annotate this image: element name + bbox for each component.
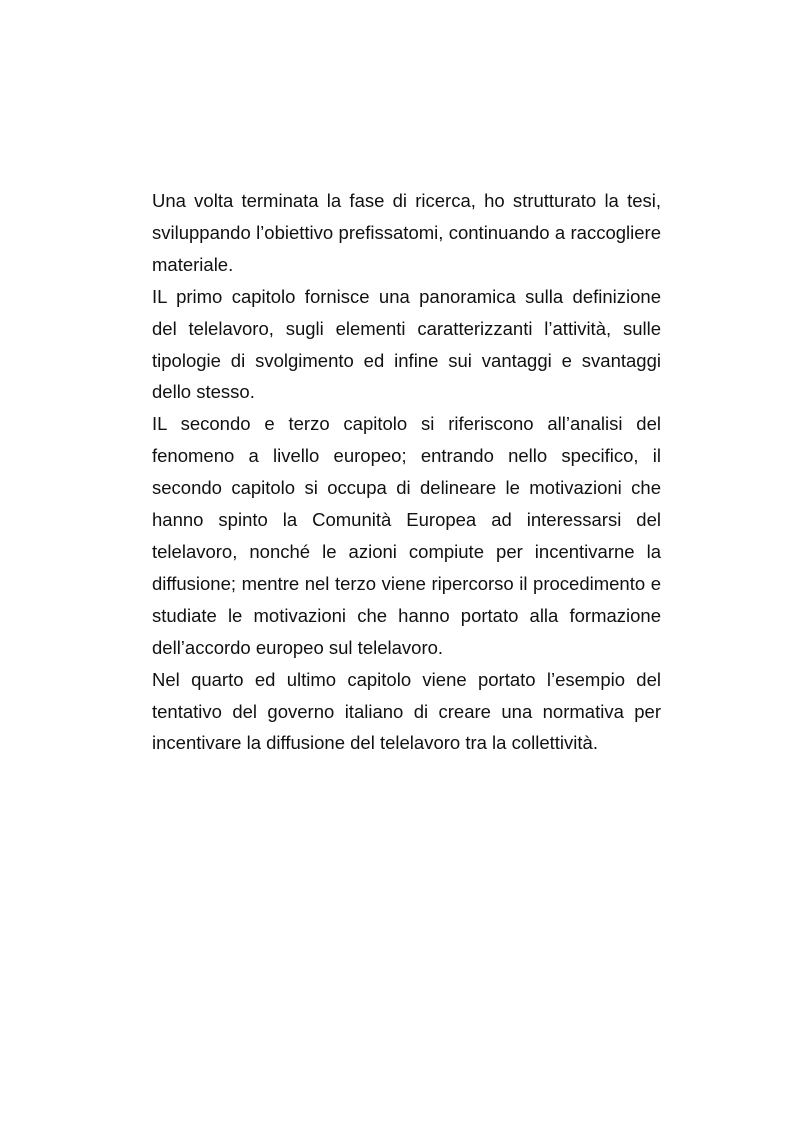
paragraph-3: IL secondo e terzo capitolo si riferiscono all’analisi del fenomeno a livello europeo; entrando nello specifico, il secondo capitolo si occupa di delineare le motivazioni che hanno spinto la Comunità Europea ad interessarsi del telelavoro, nonché le azioni compiute per incentivarne la diffusione; mentre nel terzo viene ripercorso il procedimento e studiate le motivazioni che hanno portato alla formazione dell’accordo europeo sul telelavoro. [152,413,661,658]
paragraph-4: Nel quarto ed ultimo capitolo viene portato l’esempio del tentativo del governo italiano di creare una normativa per incentivare la diffusione del telelavoro tra la collettività. [152,668,661,754]
body-text [152,185,661,759]
paragraph-2: IL primo capitolo fornisce una panoramica sulla definizione del telelavoro, sugli elementi caratterizzanti l’attività, sulle tipologie di svolgimento ed infine sui vantaggi e svantaggi dello stesso. [152,285,661,403]
paragraph-1: Una volta terminata la fase di ricerca, ho strutturato la tesi, sviluppando l’obiettivo prefissatomi, continuando a raccogliere materiale. [152,190,661,275]
